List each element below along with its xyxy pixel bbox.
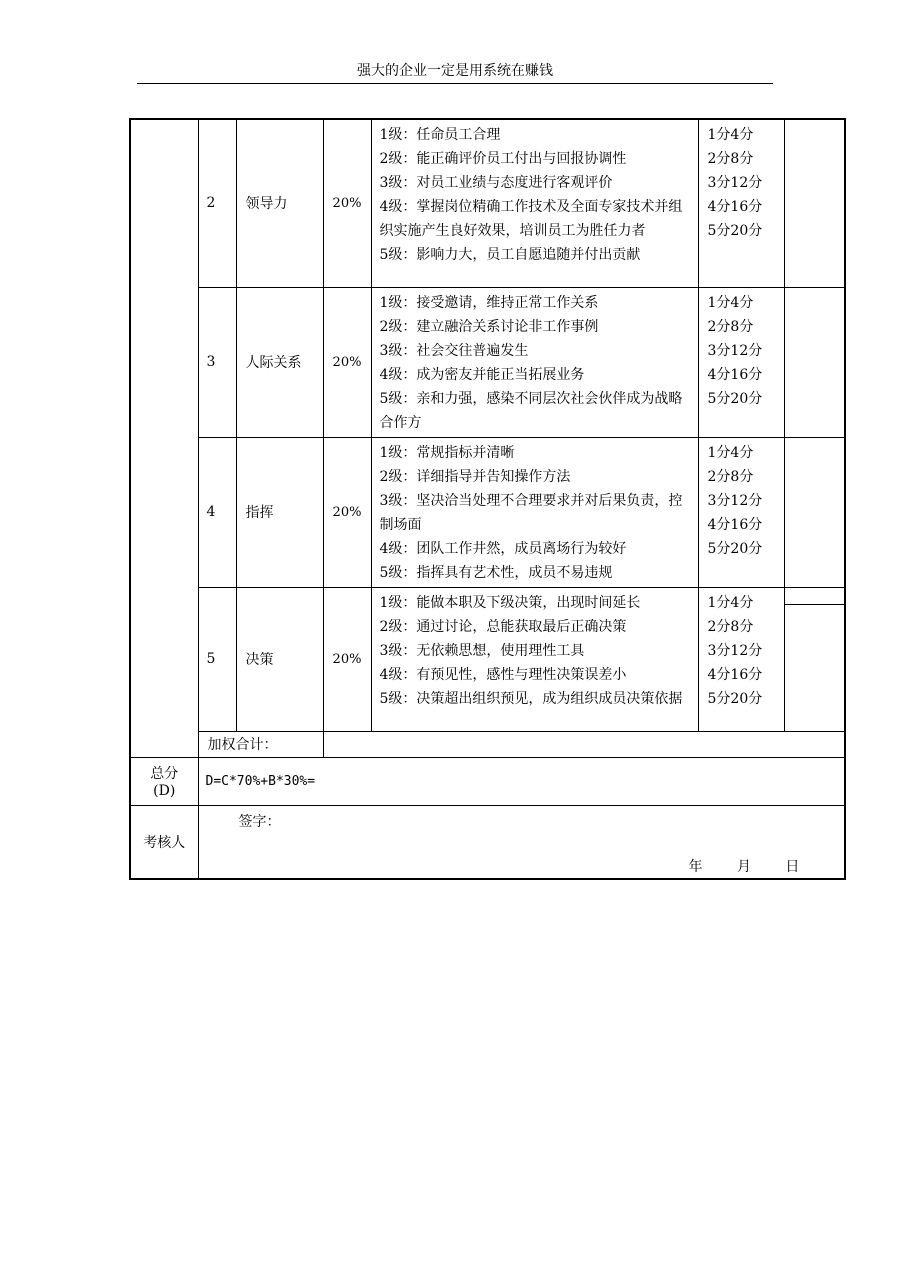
score-text: 5分20分: [707, 690, 763, 707]
score-text: 1分4分: [707, 127, 754, 143]
level-text: 2级：详细指导并告知操作方法: [379, 468, 571, 485]
level-text: 2级：通过讨论，总能获取最后正确决策: [379, 618, 627, 635]
score-text: 1分4分: [707, 594, 754, 611]
assessor-label: 考核人: [130, 805, 198, 879]
score-scale: [698, 587, 784, 731]
level-text: 1级：能做本职及下级决策，出现时间延长: [379, 594, 641, 611]
score-input-cell[interactable]: [784, 587, 845, 731]
date-line: [689, 856, 830, 876]
weighted-total-label: 加权合计：: [198, 731, 323, 757]
total-score-row: [130, 757, 845, 805]
score-input-cell[interactable]: [784, 119, 845, 287]
score-text: 2分8分: [707, 468, 754, 485]
item-weight: 20%: [323, 437, 371, 587]
score-scale: [698, 437, 784, 587]
day-label: 日: [785, 858, 800, 875]
cell-divider: [785, 588, 845, 605]
score-text: 2分8分: [707, 151, 754, 167]
evaluation-table: [129, 118, 846, 880]
item-number: 2: [198, 119, 236, 287]
item-name: 指挥: [236, 437, 323, 587]
score-text: 3分12分: [707, 342, 763, 359]
level-text: 1级：常规指标并清晰: [379, 444, 515, 461]
assessor-row: [130, 805, 845, 879]
weighted-total-row: [130, 731, 845, 757]
score-input-cell[interactable]: [784, 437, 845, 587]
level-text: 4级：掌握岗位精确工作技术及全面专家技术并组织实施产生良好效果，培训员工为胜任力者: [379, 199, 683, 239]
score-text: 1分4分: [707, 294, 754, 311]
item-weight: 20%: [323, 287, 371, 437]
level-descriptions: [371, 587, 698, 731]
score-scale: [698, 119, 784, 287]
level-text: 4级：团队工作井然，成员离场行为较好: [379, 540, 627, 557]
score-scale: [698, 287, 784, 437]
level-text: 1级：接受邀请，维持正常工作关系: [379, 294, 599, 311]
item-weight: 20%: [323, 587, 371, 731]
score-text: 4分16分: [707, 366, 763, 383]
table-row: [130, 119, 845, 287]
category-cell: [130, 119, 198, 757]
item-number: 5: [198, 587, 236, 731]
score-text: 4分16分: [707, 666, 763, 683]
score-text: 2分8分: [707, 618, 754, 635]
table-row: [130, 587, 845, 731]
item-number: 3: [198, 287, 236, 437]
signature-label: 签字：: [238, 813, 281, 830]
level-text: 3级：无依赖思想，使用理性工具: [379, 642, 585, 659]
level-descriptions: [371, 287, 698, 437]
header-title: 强大的企业一定是用系统在赚钱: [357, 63, 553, 79]
level-descriptions: [371, 119, 698, 287]
score-text: 3分12分: [707, 175, 763, 191]
signature-area[interactable]: [198, 805, 845, 879]
year-label: 年: [688, 858, 703, 875]
score-text: 3分12分: [707, 642, 763, 659]
month-label: 月: [736, 858, 751, 875]
item-name: 人际关系: [236, 287, 323, 437]
item-weight: 20%: [323, 119, 371, 287]
level-text: 1级：任命员工合理: [379, 127, 501, 143]
score-text: 5分20分: [707, 390, 763, 407]
level-text: 3级：社会交往普遍发生: [379, 342, 529, 359]
score-text: 5分20分: [707, 223, 763, 239]
page-header: [137, 62, 773, 84]
weighted-total-value[interactable]: [323, 731, 845, 757]
level-text: 3级：对员工业绩与态度进行客观评价: [379, 175, 613, 191]
score-text: 3分12分: [707, 492, 763, 509]
total-score-formula[interactable]: D=C*70%+B*30%=: [198, 757, 845, 805]
level-text: 3级：坚决洽当处理不合理要求并对后果负责，控制场面: [379, 492, 683, 533]
score-text: 1分4分: [707, 444, 754, 461]
level-text: 5级：亲和力强，感染不同层次社会伙伴成为战略合作方: [379, 390, 683, 431]
level-descriptions: [371, 437, 698, 587]
score-text: 4分16分: [707, 199, 763, 215]
level-text: 4级：有预见性，感性与理性决策误差小: [379, 666, 627, 683]
score-text: 5分20分: [707, 540, 763, 557]
level-text: 4级：成为密友并能正当拓展业务: [379, 366, 585, 383]
item-name: 决策: [236, 587, 323, 731]
total-label-line: (D): [153, 783, 176, 799]
level-text: 5级：影响力大，员工自愿追随并付出贡献: [379, 247, 641, 263]
table-row: [130, 437, 845, 587]
item-number: 4: [198, 437, 236, 587]
score-text: 2分8分: [707, 318, 754, 335]
level-text: 5级：决策超出组织预见，成为组织成员决策依据: [379, 690, 683, 707]
score-input-cell[interactable]: [784, 287, 845, 437]
total-score-label: [130, 757, 198, 805]
level-text: 5级：指挥具有艺术性，成员不易违规: [379, 564, 613, 581]
item-name: 领导力: [236, 119, 323, 287]
score-text: 4分16分: [707, 516, 763, 533]
table-row: [130, 287, 845, 437]
total-label-line: 总分: [150, 766, 179, 782]
level-text: 2级：建立融洽关系讨论非工作事例: [379, 318, 599, 335]
level-text: 2级：能正确评价员工付出与回报协调性: [379, 151, 627, 167]
